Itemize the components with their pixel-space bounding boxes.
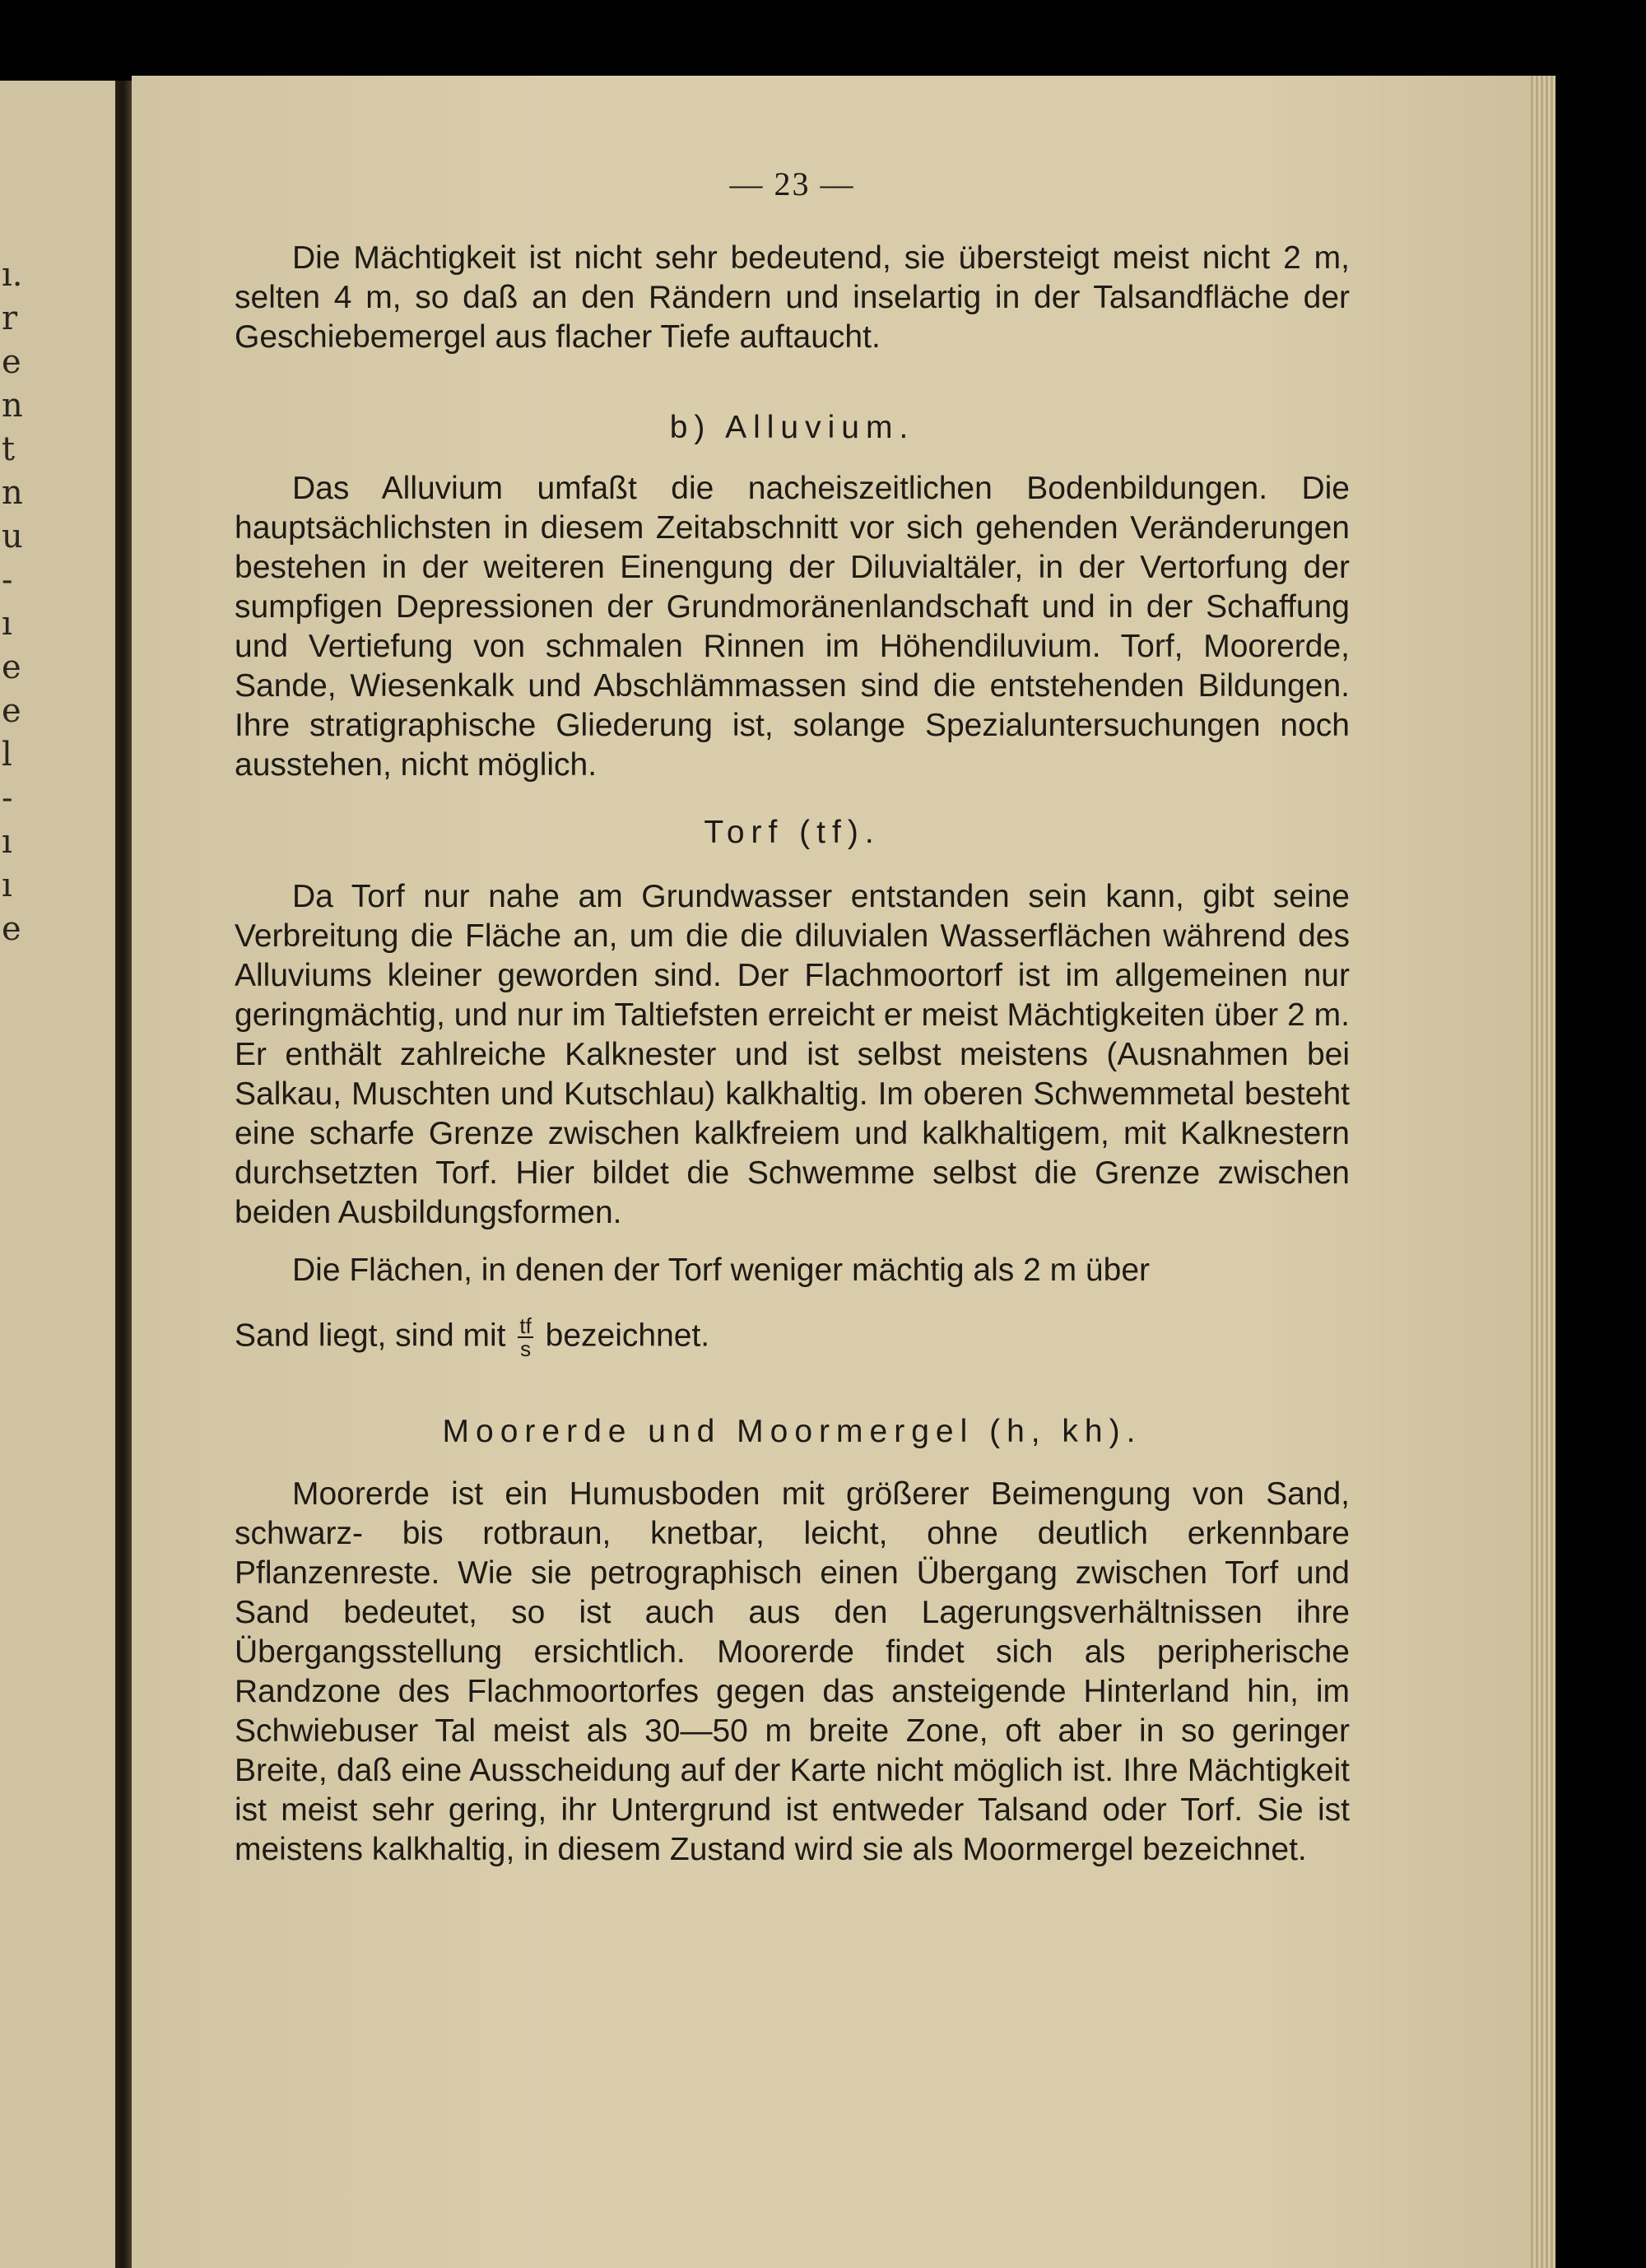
edge-letter: e [2, 910, 21, 948]
paragraph-moorerde: Moorerde ist ein Humusboden mit größerer Beimengung von Sand, schwarz- bis rotbraun, knetbar, leicht, ohne deutlich erkennbare Pflanzenreste. Wie sie petrographisch einen Übergang zwischen Torf und Sand bedeutet, so ist auch aus den Lagerungsverhältnissen ihre Übergangsstellung ersichtlich. Moorerde findet sich als peripherische Randzone des Flachmoortorfes gegen das ansteigende Hinterland hin, im Schwiebuser Tal meist als 30—50 m breite Zone, oft aber in so geringer Breite, daß eine Ausscheidung auf der Karte nicht möglich ist. Ihre Mächtigkeit ist meist sehr gering, ihr Untergrund ist entweder Talsand oder Torf. Sie ist meistens kalkhaltig, in diesem Zustand wird sie als Moormergel bezeichnet. [235, 1476, 1350, 1867]
paragraph-sand-symbol [235, 1315, 1350, 1359]
page-stack-edge [1531, 76, 1555, 2268]
heading-alluvium: b) Alluvium. [669, 410, 915, 445]
sand-text-after: bezeichnet. [545, 1318, 710, 1354]
edge-letter: n [2, 474, 23, 512]
heading-torf: Torf (tf). [704, 815, 881, 850]
edge-letter: ı [2, 605, 12, 643]
heading-moorerde: Moorerde und Moormergel (h, kh). [442, 1414, 1142, 1449]
edge-letter: r [2, 300, 18, 337]
sand-text-before: Sand liegt, sind mit [235, 1318, 506, 1354]
edge-letter: u [2, 518, 23, 555]
page-number: — 23 — [729, 165, 855, 202]
edge-letter: l [2, 736, 12, 774]
edge-letter: - [2, 561, 13, 599]
edge-letter: - [2, 779, 13, 817]
left-page-letters [2, 253, 26, 951]
fraction-numerator: tf [519, 1313, 532, 1338]
symbol-fraction [518, 1315, 532, 1359]
paragraph-alluvium: Das Alluvium umfaßt die nacheiszeitlichen Bodenbildungen. Die hauptsächlichsten in diesem Zeitabschnitt vor sich gehenden Veränderungen bestehen in der weiteren Einengung der Diluvialtäler, in der Vertorfung der sumpfigen Depressionen der Grundmoränenlandschaft und in der Schaffung und Vertiefung von schmalen Rinnen im Höhendiluvium. Torf, Moorerde, Sande, Wiesenkalk und Abschlämmassen sind die entstehenden Bildungen. Ihre stratigraphische Gliederung ist, solange Spezialuntersuchungen noch ausstehen, nicht möglich. [235, 471, 1350, 783]
edge-letter: n [2, 387, 23, 425]
paragraph-torf: Da Torf nur nahe am Grundwasser entstanden sein kann, gibt seine Verbreitung die Fläche an, um die die diluvialen Wasserflächen während des Alluviums kleiner geworden sind. Der Flachmoortorf ist im allgemeinen nur geringmächtig, und nur im Taltiefsten erreicht er meist Mächtigkeiten über 2 m. Er enthält zahlreiche Kalknester und ist selbst meistens (Ausnahmen bei Salkau, Muschten und Kutschlau) kalkhaltig. Im oberen Schwemmetal besteht eine scharfe Grenze zwischen kalkfreiem und kalkhaltigem, mit Kalknestern durchsetzten Torf. Hier bildet die Schwemme selbst die Grenze zwischen beiden Ausbildungsformen. [235, 879, 1350, 1230]
paragraph-mächtigkeit: Die Mächtigkeit ist nicht sehr bedeutend, sie übersteigt meist nicht 2 m, selten 4 m, so daß an den Rändern und inselartig in der Talsandfläche der Geschiebemergel aus flacher Tiefe auftaucht. [235, 240, 1350, 355]
fraction-denominator: s [520, 1336, 532, 1361]
page-text [235, 165, 1350, 1870]
edge-letter: e [2, 692, 21, 730]
edge-letter: ı [2, 867, 12, 904]
edge-letter: ı. [2, 256, 23, 294]
edge-letter: e [2, 343, 21, 381]
edge-letter: ı [2, 823, 12, 861]
paragraph-flaechen: Die Flächen, in denen der Torf weniger mächtig als 2 m über [292, 1253, 1150, 1288]
edge-letter: t [2, 430, 16, 468]
edge-letter: e [2, 648, 21, 686]
left-page-edge [0, 81, 122, 2268]
